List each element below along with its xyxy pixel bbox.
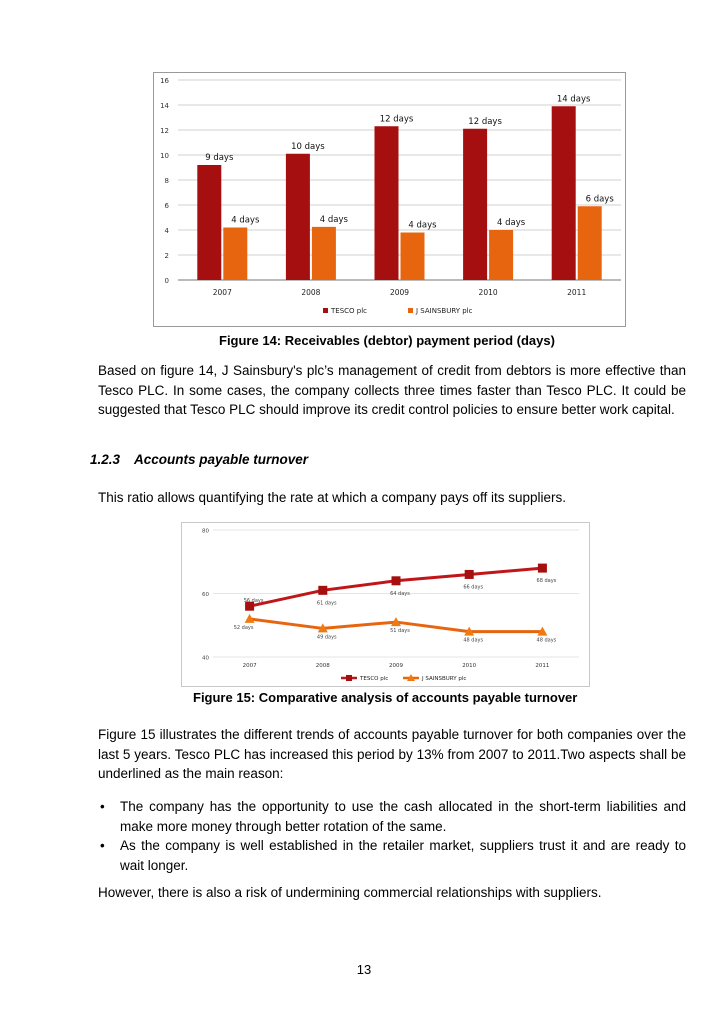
- page-number: 13: [356, 962, 372, 977]
- x-tick-label: 2011: [567, 288, 587, 297]
- legend-label: J SAINSBURY plc: [422, 676, 467, 682]
- legend-label: J SAINSBURY plc: [416, 307, 473, 315]
- tesco-bar: [552, 106, 576, 280]
- section-number: 1.2.3: [90, 452, 121, 467]
- chart-border: [182, 523, 590, 687]
- x-tick-label: 2010: [478, 288, 498, 297]
- data-label: 56 days: [243, 598, 264, 605]
- x-tick-label: 2011: [535, 663, 550, 669]
- reasons-list: [98, 797, 686, 875]
- data-label: 14 days: [556, 94, 591, 105]
- y-tick-label: 8: [164, 177, 169, 185]
- data-label: 4 days: [497, 218, 526, 228]
- data-label: 9 days: [205, 153, 234, 163]
- receivables-bar-chart: [153, 72, 626, 327]
- legend-marker-tesco: [346, 675, 352, 681]
- y-tick-label: 6: [164, 202, 169, 210]
- y-tick-label: 12: [160, 127, 169, 135]
- tesco-bar: [463, 129, 487, 280]
- y-tick-label: 14: [160, 102, 169, 110]
- tesco-bar: [197, 165, 221, 280]
- data-label: 66 days: [463, 584, 484, 591]
- section-heading: [90, 452, 308, 467]
- paragraph-risk-note: However, there is also a risk of undermining commercial relationships with suppliers.: [98, 885, 602, 900]
- data-label: 52 days: [233, 624, 254, 631]
- paragraph-payables-trends: Figure 15 illustrates the different trends of accounts payable turnover for both companies over the last 5 years. Tesco PLC has increased this period by 13% from 2007 to 2011.Two aspects shall be underlined as the main reason:: [98, 727, 686, 781]
- tesco-point: [465, 570, 474, 579]
- payables-line-chart: [181, 522, 590, 687]
- x-tick-label: 2010: [462, 663, 477, 669]
- data-label: 10 days: [291, 141, 325, 152]
- paragraph-ratio-description: This ratio allows quantifying the rate at which a company pays off its suppliers.: [98, 490, 566, 505]
- tesco-point: [538, 564, 547, 573]
- bullet-text: As the company is well established in the retailer market, suppliers trust it and are ready to wait longer.: [120, 838, 686, 873]
- figure-14-caption: Figure 14: Receivables (debtor) payment period (days): [219, 333, 555, 348]
- bullet-glyph: •: [100, 799, 105, 814]
- y-tick-label: 2: [164, 252, 169, 260]
- tesco-bar: [286, 154, 310, 280]
- legend-swatch-sainsbury: [408, 308, 413, 313]
- paragraph-receivables-analysis: Based on figure 14, J Sainsbury's plc’s management of credit from debtors is more effective than Tesco PLC. In some cases, the company collects three times faster than Tesco PLC. It could be suggested that Tesco PLC should improve its credit control policies to ensure better work capital.: [98, 363, 686, 417]
- legend-label: TESCO plc: [331, 307, 368, 315]
- section-title: Accounts payable turnover: [134, 452, 309, 467]
- tesco-point: [392, 576, 401, 585]
- y-tick-label: 0: [164, 277, 169, 285]
- data-label: 4 days: [319, 214, 348, 225]
- data-label: 61 days: [316, 600, 337, 607]
- data-label: 12 days: [379, 114, 414, 125]
- sainsbury-bar: [312, 227, 336, 280]
- bullet-glyph: •: [100, 838, 105, 853]
- tesco-bar: [375, 126, 399, 280]
- y-tick-label: 80: [202, 528, 209, 535]
- legend-label: TESCO plc: [360, 676, 389, 682]
- data-label: 4 days: [231, 215, 260, 226]
- figure-15-caption: Figure 15: Comparative analysis of accounts payable turnover: [193, 690, 578, 705]
- x-tick-label: 2008: [315, 663, 330, 669]
- tesco-point: [318, 586, 327, 595]
- x-tick-label: 2008: [301, 288, 321, 297]
- data-label: 64 days: [390, 590, 410, 597]
- data-label: 48 days: [463, 637, 484, 644]
- data-label: 6 days: [585, 194, 614, 205]
- y-tick-label: 10: [160, 152, 169, 160]
- x-tick-label: 2007: [212, 288, 232, 297]
- sainsbury-bar: [489, 230, 513, 280]
- data-label: 12 days: [468, 116, 502, 127]
- data-label: 68 days: [536, 578, 557, 585]
- data-label: 49 days: [316, 634, 337, 641]
- legend-swatch-tesco: [323, 308, 328, 313]
- data-label: 4 days: [408, 220, 437, 231]
- sainsbury-bar: [223, 228, 247, 281]
- y-tick-label: 40: [202, 655, 209, 662]
- sainsbury-bar: [578, 206, 602, 280]
- data-label: 51 days: [390, 628, 410, 635]
- y-tick-label: 4: [164, 227, 169, 235]
- data-label: 48 days: [536, 637, 557, 644]
- x-tick-label: 2007: [242, 663, 257, 669]
- bullet-text: The company has the opportunity to use the cash allocated in the short-term liabilities and make more money through better rotation of the same.: [120, 799, 686, 834]
- list-item: [98, 836, 686, 875]
- list-item: [98, 797, 686, 836]
- x-tick-label: 2009: [389, 663, 403, 669]
- x-tick-label: 2009: [389, 288, 410, 297]
- y-tick-label: 60: [202, 592, 209, 598]
- sainsbury-bar: [401, 233, 425, 281]
- y-tick-label: 16: [160, 77, 169, 85]
